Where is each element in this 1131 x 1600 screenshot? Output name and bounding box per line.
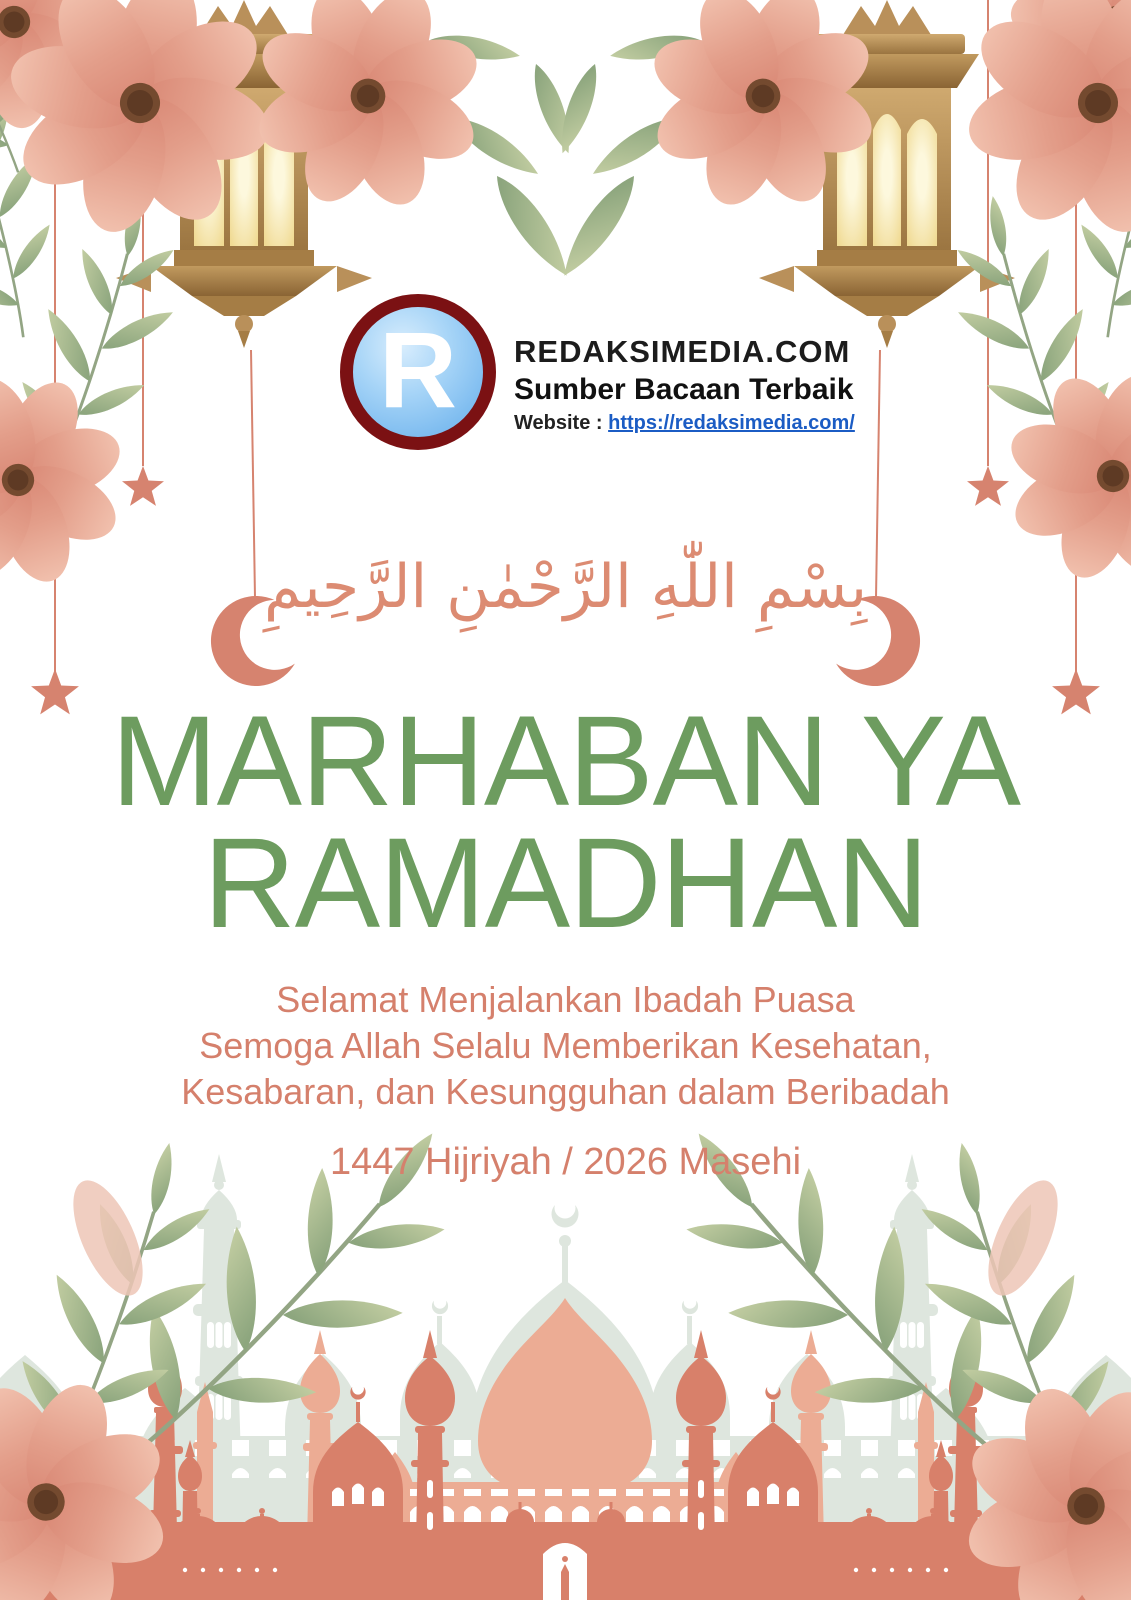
greeting-message xyxy=(0,977,1131,1115)
year-line: 1447 Hijriyah / 2026 Masehi xyxy=(329,1141,802,1183)
title-line-2: RAMADHAN xyxy=(203,812,928,955)
logo-avatar xyxy=(340,294,496,450)
message-line-3: Kesabaran, dan Kesungguhan dalam Beribadah xyxy=(181,1071,950,1112)
website-label: Website : xyxy=(514,412,603,434)
site-tagline: Sumber Bacaan Terbaik xyxy=(514,373,854,406)
bismillah-calligraphy: بِسْمِ اللّٰهِ الرَّحْمٰنِ الرَّحِيمِ xyxy=(263,552,868,622)
page-title xyxy=(0,690,1131,955)
brand-block xyxy=(340,294,855,450)
message-line-2: Semoga Allah Selalu Memberikan Kesehatan, xyxy=(199,1025,932,1066)
message-line-1: Selamat Menjalankan Ibadah Puasa xyxy=(276,979,855,1020)
title-line-1: MARHABAN YA xyxy=(111,690,1020,833)
website-link[interactable]: https://redaksimedia.com/ xyxy=(608,412,855,434)
logo-letter: R xyxy=(379,309,457,430)
site-name: REDAKSIMEDIA.COM xyxy=(514,334,851,369)
